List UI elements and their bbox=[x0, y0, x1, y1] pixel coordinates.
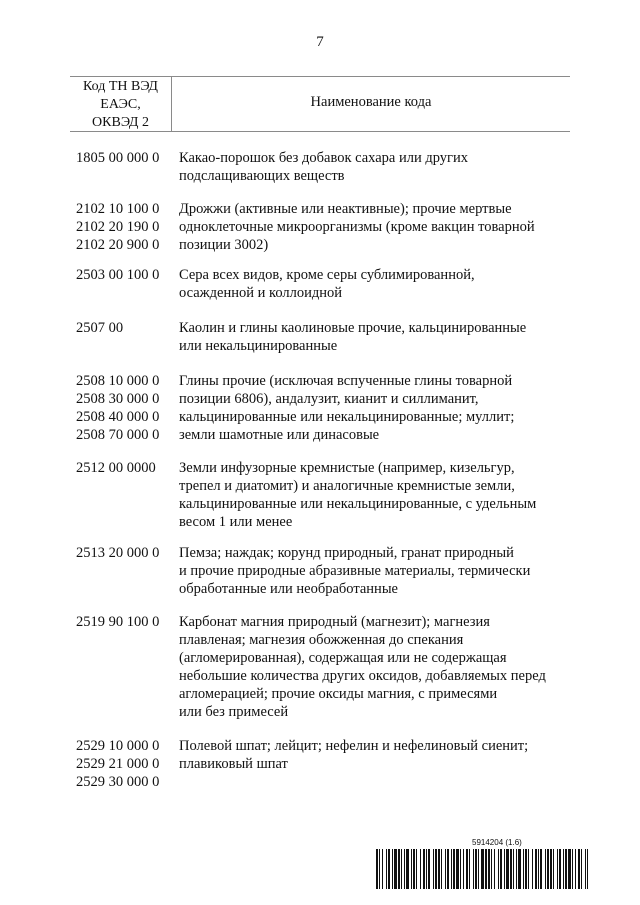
header-code-line: Код ТН ВЭД bbox=[83, 79, 158, 94]
row-description bbox=[179, 319, 574, 355]
description-line: (агломерированная), содержащая или не содержащая bbox=[179, 650, 507, 666]
row-description bbox=[179, 544, 574, 598]
code: 2512 00 0000 bbox=[76, 460, 156, 476]
description-line: земли шамотные или динасовые bbox=[179, 427, 380, 443]
row-codes bbox=[76, 544, 176, 562]
description-line: агломерацией; прочие оксиды магния, с примесями bbox=[179, 686, 498, 702]
code: 2102 10 100 0 bbox=[76, 201, 160, 217]
row-codes bbox=[76, 459, 176, 477]
code: 2519 90 100 0 bbox=[76, 614, 160, 630]
row-description bbox=[179, 266, 574, 302]
description-line: Какао-порошок без добавок сахара или других bbox=[179, 150, 468, 166]
code: 1805 00 000 0 bbox=[76, 150, 160, 166]
page-number: 7 bbox=[316, 34, 324, 50]
code: 2508 10 000 0 bbox=[76, 373, 160, 389]
description-line: подслащивающих веществ bbox=[179, 168, 345, 184]
code: 2508 30 000 0 bbox=[76, 391, 160, 407]
row-codes bbox=[76, 319, 176, 337]
description-line: кальцинированные или некальцинированные, с удельным bbox=[179, 496, 537, 512]
barcode-label: 5914204 (1.6) bbox=[472, 838, 522, 847]
row-codes bbox=[76, 266, 176, 284]
row-codes bbox=[76, 149, 176, 167]
row-description bbox=[179, 737, 574, 773]
document-barcode-block bbox=[376, 838, 588, 892]
description-line: или некальцинированные bbox=[179, 338, 338, 354]
code: 2507 00 bbox=[76, 320, 124, 336]
row-codes bbox=[76, 613, 176, 631]
description-line: Дрожжи (активные или неактивные); прочие мертвые bbox=[179, 201, 512, 217]
code: 2513 20 000 0 bbox=[76, 545, 160, 561]
description-line: плавленая; магнезия обожженная до спекания bbox=[179, 632, 464, 648]
code: 2529 10 000 0 bbox=[76, 738, 160, 754]
code: 2508 70 000 0 bbox=[76, 427, 160, 443]
row-description bbox=[179, 149, 574, 185]
row-description bbox=[179, 372, 574, 444]
barcode-image bbox=[376, 849, 588, 889]
header-name-column: Наименование кода bbox=[310, 94, 432, 110]
description-line: осажденной и коллоидной bbox=[179, 285, 343, 301]
description-line: Полевой шпат; лейцит; нефелин и нефелиновый сиенит; bbox=[179, 738, 529, 754]
description-line: плавиковый шпат bbox=[179, 756, 288, 772]
code: 2102 20 900 0 bbox=[76, 237, 160, 253]
description-line: Сера всех видов, кроме серы сублимированной, bbox=[179, 267, 475, 283]
description-line: кальцинированные или некальцинированные; муллит; bbox=[179, 409, 515, 425]
description-line: обработанные или необработанные bbox=[179, 581, 398, 597]
description-line: Глины прочие (исключая вспученные глины товарной bbox=[179, 373, 513, 389]
description-line: Карбонат магния природный (магнезит); магнезия bbox=[179, 614, 490, 630]
description-line: и прочие природные абразивные материалы, термически bbox=[179, 563, 531, 579]
row-description bbox=[179, 200, 574, 254]
row-codes bbox=[76, 200, 176, 254]
description-line: одноклеточные микроорганизмы (кроме вакцин товарной bbox=[179, 219, 535, 235]
description-line: весом 1 или менее bbox=[179, 514, 293, 530]
header-code-line: ОКВЭД 2 bbox=[92, 115, 149, 130]
description-line: небольшие количества других оксидов, добавляемых перед bbox=[179, 668, 546, 684]
code: 2102 20 190 0 bbox=[76, 219, 160, 235]
code: 2503 00 100 0 bbox=[76, 267, 160, 283]
description-line: Пемза; наждак; корунд природный, гранат природный bbox=[179, 545, 514, 561]
row-description bbox=[179, 459, 574, 531]
code: 2508 40 000 0 bbox=[76, 409, 160, 425]
description-line: трепел и диатомит) и аналогичные кремнистые земли, bbox=[179, 478, 515, 494]
description-line: позиции 3002) bbox=[179, 237, 269, 253]
header-code-line: ЕАЭС, bbox=[100, 97, 141, 112]
row-codes bbox=[76, 737, 176, 791]
header-code-column bbox=[70, 78, 171, 132]
description-line: позиции 6806), андалузит, кианит и силлиманит, bbox=[179, 391, 479, 407]
description-line: или без примесей bbox=[179, 704, 289, 720]
code: 2529 30 000 0 bbox=[76, 774, 160, 790]
row-description bbox=[179, 613, 574, 721]
header-rule-top bbox=[70, 76, 570, 77]
code: 2529 21 000 0 bbox=[76, 756, 160, 772]
description-line: Каолин и глины каолиновые прочие, кальцинированные bbox=[179, 320, 527, 336]
description-line: Земли инфузорные кремнистые (например, кизельгур, bbox=[179, 460, 515, 476]
row-codes bbox=[76, 372, 176, 444]
